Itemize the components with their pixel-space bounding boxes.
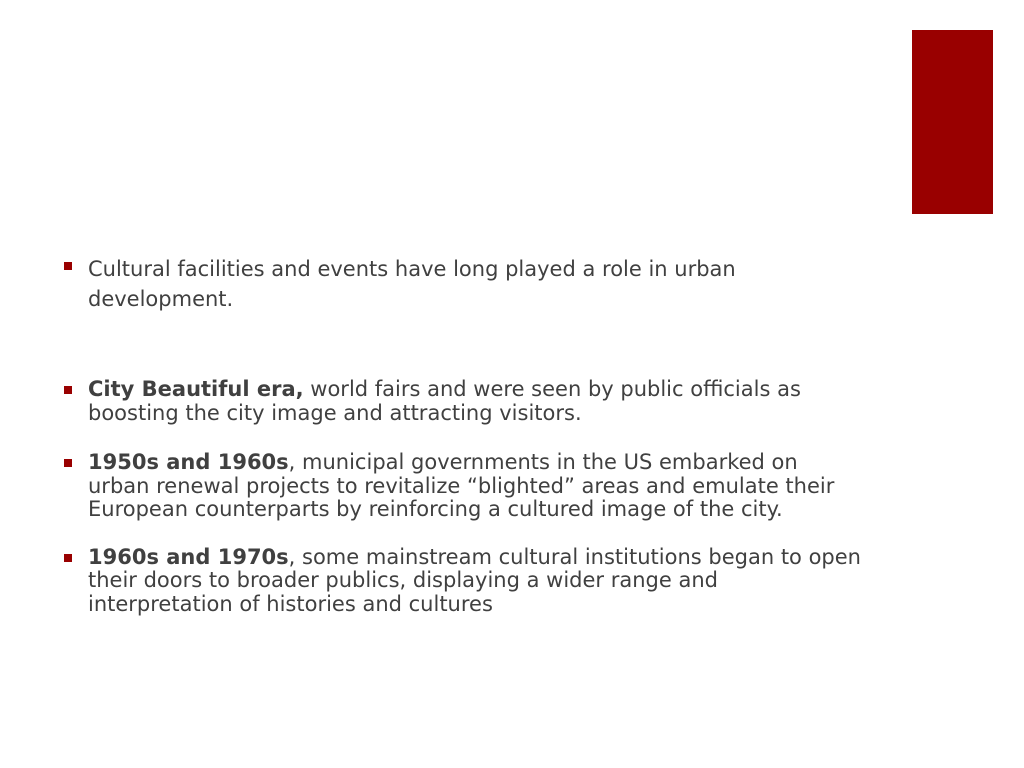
square-bullet-icon xyxy=(64,459,72,467)
bullet-list xyxy=(64,254,864,616)
bullet-text: , municipal governments in the US embarked on urban renewal projects to revitalize “blighted” areas and emulate their European counterparts by reinforcing a cultured image of the city. xyxy=(88,450,835,521)
square-bullet-icon xyxy=(64,554,72,562)
square-bullet-icon xyxy=(64,262,72,270)
bullet-text: , some mainstream cultural institutions began to open their doors to broader publics, displaying a wider range and interpretation of histories and cultures xyxy=(88,544,861,616)
bullet-item-4 xyxy=(64,546,864,617)
bullet-lead: 1960s and 1970s xyxy=(88,544,289,569)
bullet-item-3 xyxy=(64,451,864,522)
bullet-item-2 xyxy=(64,378,864,425)
bullet-lead: 1950s and 1960s xyxy=(88,450,289,474)
bullet-item-1 xyxy=(64,254,864,314)
accent-bar xyxy=(912,30,993,214)
bullet-text: Cultural facilities and events have long played a role in urban development. xyxy=(88,257,736,311)
bullet-text: world fairs and were seen by public officials as boosting the city image and attracting visitors. xyxy=(88,377,801,425)
square-bullet-icon xyxy=(64,386,72,394)
bullet-lead: City Beautiful era, xyxy=(88,377,304,401)
